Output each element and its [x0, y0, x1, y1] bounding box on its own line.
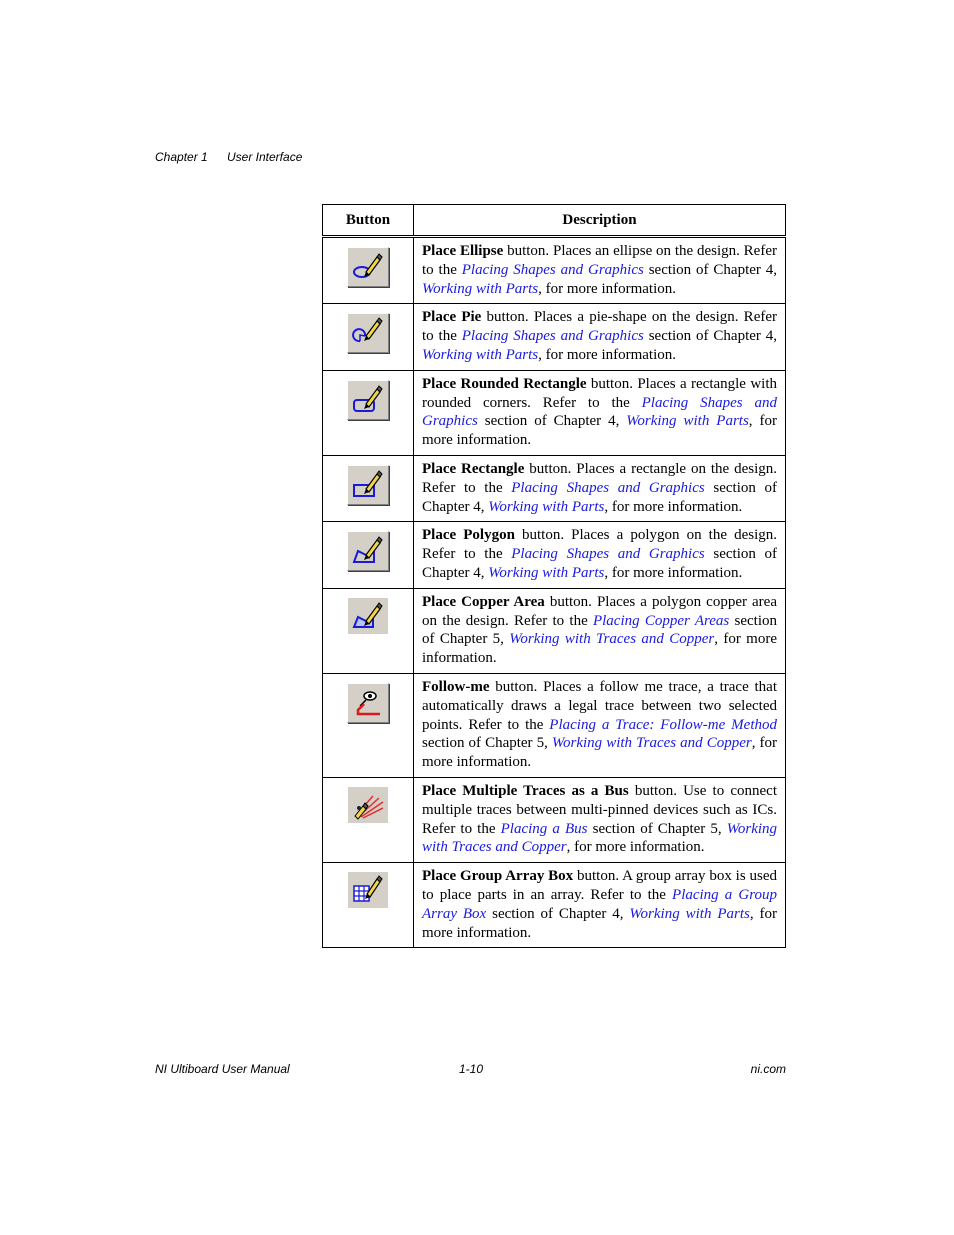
- place-copper-area-icon: [348, 598, 388, 634]
- button-description: Place Copper Area button. Places a polygon copper area on the design. Refer to the Placing Copper Areas section of Chapter 5, Working with Traces and Copper, for more information.: [414, 588, 786, 673]
- running-header-section: User Interface: [227, 150, 303, 164]
- button-description: Follow-me button. Places a follow me trace, a trace that automatically draws a legal trace between two selected points. Refer to the Placing a Trace: Follow-me Method section of Chapter 5, Working with Traces and Copper, for more information.: [414, 673, 786, 777]
- place-pie-icon: [347, 313, 389, 353]
- table-row: [323, 304, 786, 370]
- button-description: Place Ellipse button. Places an ellipse on the design. Refer to the Placing Shapes and Graphics section of Chapter 4, Working with Parts, for more information.: [414, 237, 786, 304]
- place-ellipse-icon: [347, 247, 389, 287]
- cross-reference-link[interactable]: Working with Parts: [422, 346, 539, 363]
- cross-reference-link[interactable]: Working with Parts: [626, 413, 749, 430]
- cross-reference-link[interactable]: Working with Parts: [488, 564, 605, 581]
- table-row: [323, 455, 786, 521]
- table-row: [323, 673, 786, 777]
- cross-reference-link[interactable]: Placing Shapes and Graphics: [511, 546, 705, 563]
- table-row: [323, 370, 786, 455]
- button-description: Place Polygon button. Places a polygon on the design. Refer to the Placing Shapes and Graphics section of Chapter 4, Working with Parts, for more information.: [414, 522, 786, 588]
- table-row: [323, 777, 786, 862]
- table-header-row: [323, 205, 786, 237]
- button-description: Place Rounded Rectangle button. Places a rectangle with rounded corners. Refer to the Placing Shapes and Graphics section of Chapter 4, Working with Parts, for more information.: [414, 370, 786, 455]
- button-description: Place Group Array Box button. A group array box is used to place parts in an array. Refer to the Placing a Group Array Box section of Chapter 4, Working with Parts, for more information.: [414, 863, 786, 948]
- cross-reference-link[interactable]: Working with Parts: [629, 905, 750, 922]
- cross-reference-link[interactable]: Placing Shapes and Graphics: [511, 479, 705, 496]
- cross-reference-link[interactable]: Working with Traces and Copper: [509, 631, 715, 648]
- place-rectangle-icon: [347, 465, 389, 505]
- table-row: [323, 588, 786, 673]
- button-description-table: [322, 204, 786, 948]
- table-row: [323, 522, 786, 588]
- group-array-box-icon: [348, 872, 388, 908]
- cross-reference-link[interactable]: Placing Shapes and Graphics: [461, 328, 644, 345]
- cross-reference-link[interactable]: Working with Parts: [422, 280, 539, 297]
- cross-reference-link[interactable]: Placing Shapes and Graphics: [461, 261, 644, 278]
- footer-page-number: 1-10: [459, 1062, 484, 1076]
- table-row: [323, 237, 786, 304]
- cross-reference-link[interactable]: Working with Traces and Copper: [422, 820, 778, 856]
- cross-reference-link[interactable]: Placing Shapes and Graphics: [422, 394, 777, 430]
- button-description: Place Multiple Traces as a Bus button. Use to connect multiple traces between multi-pinned devices such as ICs. Refer to the Placing a Bus section of Chapter 5, Working with Traces and Copper, for more information.: [414, 777, 786, 862]
- follow-me-icon: [347, 683, 389, 723]
- cross-reference-link[interactable]: Placing a Group Array Box: [422, 886, 777, 922]
- cross-reference-link[interactable]: Placing a Trace: Follow-me Method: [549, 716, 777, 733]
- place-rounded-rectangle-icon: [347, 380, 389, 420]
- footer-website: ni.com: [750, 1062, 786, 1076]
- cross-reference-link[interactable]: Placing Copper Areas: [592, 612, 730, 629]
- running-header-chapter: Chapter 1: [155, 150, 208, 164]
- table-row: [323, 863, 786, 948]
- footer-manual-title: NI Ultiboard User Manual: [155, 1062, 290, 1076]
- multiple-traces-bus-icon: [348, 787, 388, 823]
- place-polygon-icon: [347, 531, 389, 571]
- cross-reference-link[interactable]: Placing a Bus: [500, 820, 588, 837]
- button-description: Place Pie button. Places a pie-shape on the design. Refer to the Placing Shapes and Graphics section of Chapter 4, Working with Parts, for more information.: [414, 304, 786, 370]
- cross-reference-link[interactable]: Working with Traces and Copper: [551, 735, 752, 752]
- column-header-description: Description: [414, 205, 786, 237]
- cross-reference-link[interactable]: Working with Parts: [488, 498, 605, 515]
- button-description: Place Rectangle button. Places a rectangle on the design. Refer to the Placing Shapes and Graphics section of Chapter 4, Working with Parts, for more information.: [414, 455, 786, 521]
- column-header-button: Button: [323, 205, 414, 237]
